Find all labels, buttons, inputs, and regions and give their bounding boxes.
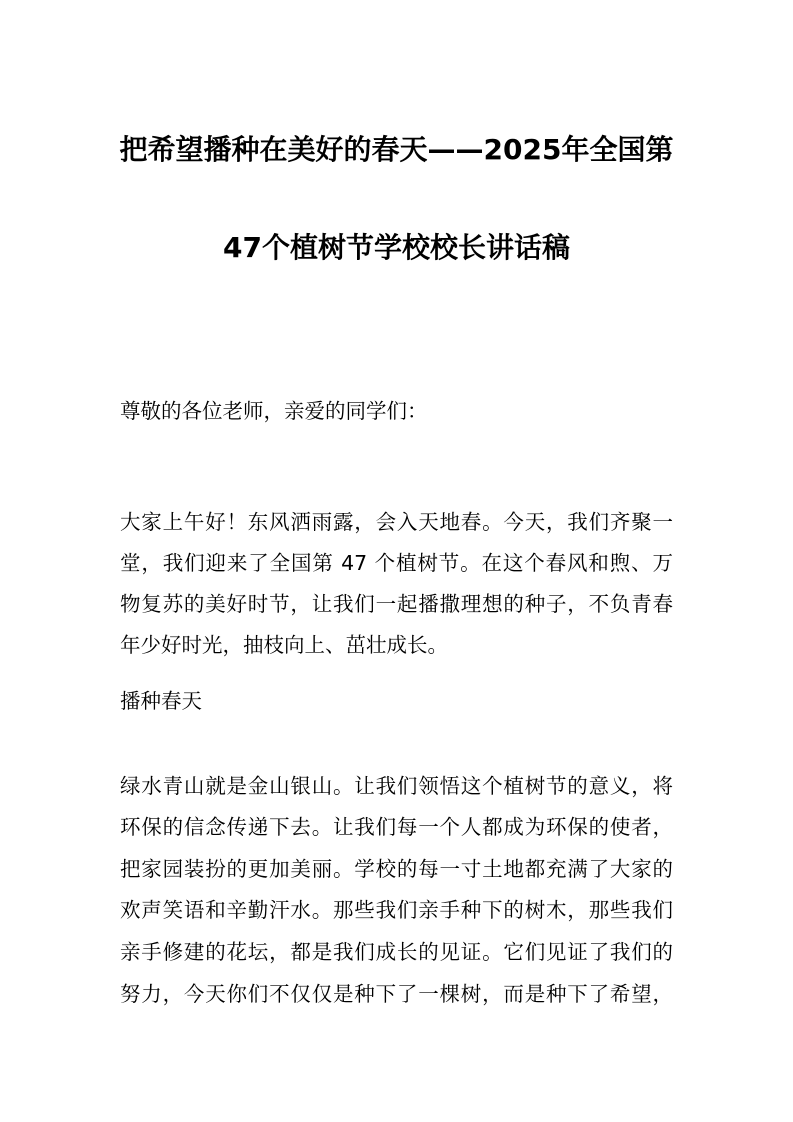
section-heading: 播种春天 (120, 689, 202, 713)
paragraph-line: 环保的信念传递下去。让我们每一个人都成为环保的使者， (120, 815, 673, 839)
paragraph-line: 把家园装扮的更加美丽。学校的每一寸土地都充满了大家的 (120, 857, 673, 881)
paragraph-line: 物复苏的美好时节，让我们一起播撒理想的种子，不负青春 (120, 592, 673, 616)
title-line-1: 把希望播种在美好的春天——2025年全国第 (119, 133, 674, 166)
paragraph-line: 努力，今天你们不仅仅是种下了一棵树，而是种下了希望， (120, 982, 673, 1006)
paragraph-line: 亲手修建的花坛，都是我们成长的见证。它们见证了我们的 (120, 940, 673, 964)
paragraph-line: 欢声笑语和辛勤汗水。那些我们亲手种下的树木，那些我们 (120, 898, 673, 922)
greeting: 尊敬的各位老师，亲爱的同学们： (120, 399, 428, 423)
title-line-2: 47个植树节学校校长讲话稿 (223, 231, 570, 264)
paragraph-line: 绿水青山就是金山银山。让我们领悟这个植树节的意义，将 (120, 774, 673, 798)
paragraph-line: 堂，我们迎来了全国第 47 个植树节。在这个春风和煦、万 (120, 551, 673, 575)
paragraph-line: 年少好时光，抽枝向上、茁壮成长。 (120, 633, 448, 657)
paragraph-line: 大家上午好！东风洒雨露，会入天地春。今天，我们齐聚一 (120, 510, 673, 534)
